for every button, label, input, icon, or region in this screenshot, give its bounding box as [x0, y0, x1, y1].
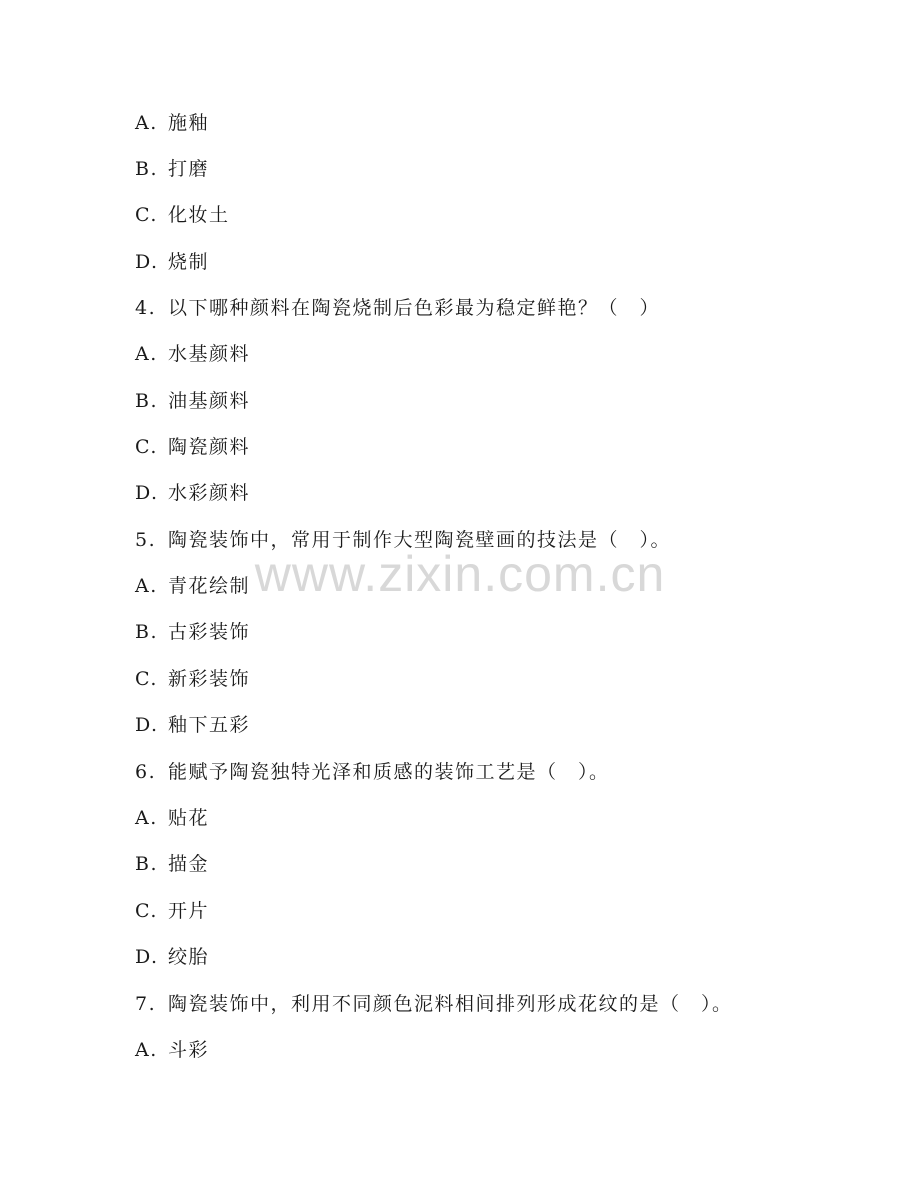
option-text: 新彩装饰: [168, 668, 251, 690]
option-a: [135, 339, 250, 369]
option-b: [135, 849, 209, 879]
option-b: [135, 617, 250, 647]
option-letter: C.: [135, 668, 158, 690]
question-text: 陶瓷装饰中，利用不同颜色泥料相间排列形成花纹的是（ ）。: [168, 993, 733, 1015]
option-letter: D.: [135, 482, 159, 504]
option-text: 青花绘制: [168, 575, 251, 597]
question-number: 7.: [135, 993, 157, 1015]
option-d: [135, 710, 250, 740]
option-text: 描金: [168, 853, 210, 875]
question-text: 陶瓷装饰中，常用于制作大型陶瓷壁画的技法是（ ）。: [168, 529, 672, 551]
question-text: 能赋予陶瓷独特光泽和质感的装饰工艺是（ ）。: [168, 761, 610, 783]
option-a: [135, 571, 250, 601]
option-text: 化妆土: [168, 204, 230, 226]
option-d: [135, 942, 209, 972]
option-letter: B.: [135, 390, 159, 412]
option-text: 贴花: [168, 807, 210, 829]
option-text: 水彩颜料: [168, 482, 251, 504]
option-text: 绞胎: [168, 946, 210, 968]
option-b: [135, 154, 209, 184]
option-text: 陶瓷颜料: [168, 436, 251, 458]
question-number: 4.: [135, 297, 157, 319]
option-letter: A.: [135, 112, 158, 134]
question-4: [135, 293, 660, 323]
watermark: www.zixin.com.cn: [254, 546, 666, 602]
option-a: [135, 108, 209, 138]
option-text: 斗彩: [168, 1039, 210, 1061]
option-c: [135, 200, 230, 230]
option-letter: C.: [135, 204, 158, 226]
question-text: 以下哪种颜料在陶瓷烧制后色彩最为稳定鲜艳？（ ）: [168, 297, 661, 319]
question-number: 5.: [135, 529, 157, 551]
option-a: [135, 1035, 209, 1065]
option-text: 古彩装饰: [168, 621, 251, 643]
option-text: 打磨: [168, 158, 210, 180]
option-letter: D.: [135, 251, 159, 273]
option-c: [135, 432, 250, 462]
question-number: 6.: [135, 761, 157, 783]
option-letter: B.: [135, 158, 159, 180]
option-letter: D.: [135, 714, 159, 736]
option-c: [135, 664, 250, 694]
option-letter: C.: [135, 900, 158, 922]
option-text: 烧制: [168, 251, 210, 273]
option-letter: A.: [135, 343, 158, 365]
option-letter: A.: [135, 1039, 158, 1061]
option-letter: A.: [135, 575, 158, 597]
option-text: 油基颜料: [168, 390, 251, 412]
option-a: [135, 803, 209, 833]
option-d: [135, 247, 209, 277]
option-b: [135, 386, 250, 416]
option-letter: B.: [135, 621, 159, 643]
option-text: 开片: [168, 900, 210, 922]
question-7: [135, 989, 733, 1019]
option-letter: A.: [135, 807, 158, 829]
option-text: 水基颜料: [168, 343, 251, 365]
option-text: 施釉: [168, 112, 210, 134]
option-c: [135, 896, 209, 926]
question-5: [135, 525, 671, 555]
option-text: 釉下五彩: [168, 714, 251, 736]
option-letter: D.: [135, 946, 159, 968]
question-6: [135, 757, 610, 787]
option-letter: B.: [135, 853, 159, 875]
option-d: [135, 478, 250, 508]
option-letter: C.: [135, 436, 158, 458]
